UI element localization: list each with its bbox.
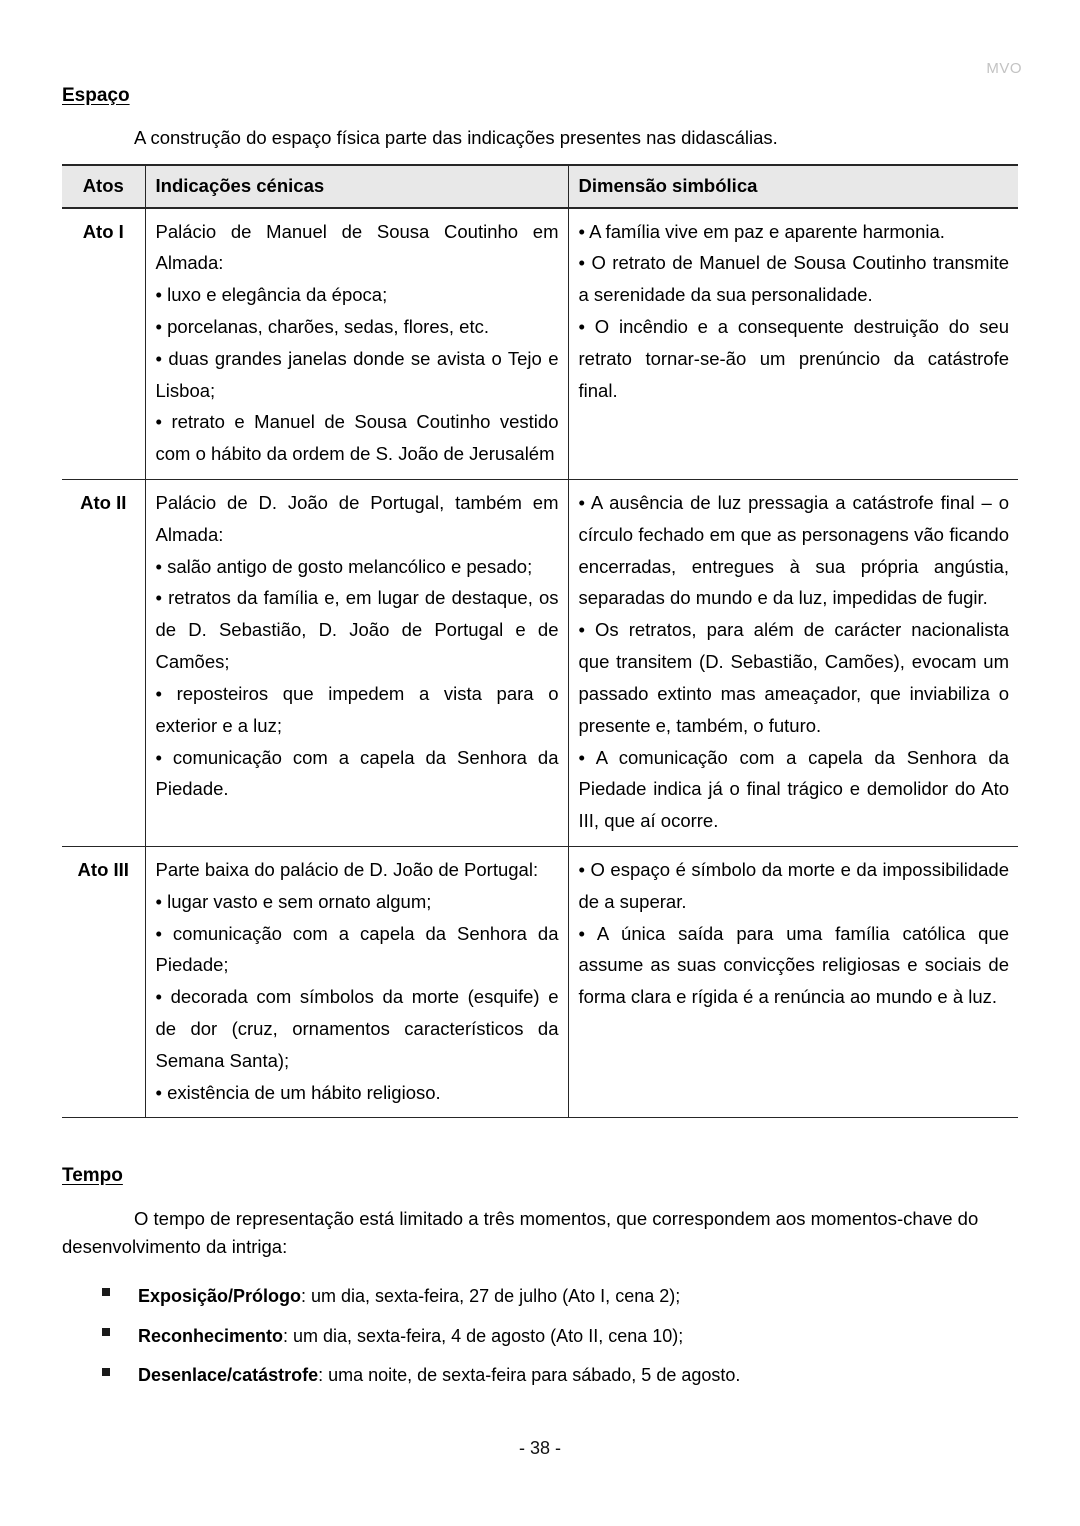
list-item <box>102 1283 1018 1311</box>
list-item <box>102 1323 1018 1351</box>
cell-indicacoes-cenicas <box>145 846 568 1118</box>
column-header-atos: Atos <box>62 165 145 208</box>
row-label-ato: Ato I <box>62 208 145 480</box>
table-header <box>62 165 1018 208</box>
list-item-label: Desenlace/catástrofe <box>138 1365 319 1386</box>
list-item <box>102 1362 1018 1390</box>
column-header-indicacoes-cenicas: Indicações cénicas <box>145 165 568 208</box>
cell-line: Palácio de D. João de Portugal, também em Almada: <box>155 492 559 545</box>
cell-line: • retrato e Manuel de Sousa Coutinho vestido com o hábito da ordem de S. João de Jerusalém <box>155 411 559 465</box>
table-row <box>62 480 1018 847</box>
cell-line: • existência de um hábito religioso. <box>155 1081 441 1103</box>
cell-line: • luxo e elegância da época; <box>155 284 388 306</box>
cell-line: • salão antigo de gosto melancólico e pesado; <box>155 555 533 577</box>
header-watermark: MVO <box>986 60 1022 77</box>
cell-indicacoes-cenicas <box>145 208 568 480</box>
cell-dimensao-simbolica <box>568 208 1018 480</box>
page-content <box>62 84 1018 1402</box>
list-item-text: : uma noite, de sexta-feira para sábado, 5 de agosto. <box>318 1365 741 1386</box>
cell-line: • A família vive em paz e aparente harmonia. <box>578 220 945 242</box>
cell-line: • retratos da família e, em lugar de destaque, os de D. Sebastião, D. João de Portugal e de Camões; <box>155 587 559 673</box>
table-body <box>62 208 1018 1118</box>
row-label-ato: Ato II <box>62 480 145 847</box>
cell-line: Palácio de Manuel de Sousa Coutinho em Almada: <box>155 220 559 274</box>
column-header-dimensao-simbolica: Dimensão simbólica <box>568 165 1018 208</box>
list-item-text: : um dia, sexta-feira, 27 de julho (Ato I, cena 2); <box>301 1285 681 1306</box>
espaco-table <box>62 164 1018 1119</box>
cell-line: • reposteiros que impedem a vista para o exterior e a luz; <box>155 682 559 736</box>
cell-line: • duas grandes janelas donde se avista o Tejo e Lisboa; <box>155 347 559 401</box>
cell-line: • A comunicação com a capela da Senhora da Piedade indica já o final trágico e demolidor do Ato III, que aí ocorre. <box>578 746 1009 832</box>
list-item-text: : um dia, sexta-feira, 4 de agosto (Ato II, cena 10); <box>283 1325 684 1346</box>
table-header-row <box>62 165 1018 208</box>
row-label-ato: Ato III <box>62 846 145 1118</box>
square-bullet-icon <box>102 1368 110 1376</box>
section-heading-espaco: Espaço <box>62 85 130 106</box>
cell-line: • comunicação com a capela da Senhora da Piedade. <box>155 746 559 800</box>
cell-line: • O espaço é símbolo da morte e da impossibilidade de a superar. <box>578 858 1009 912</box>
cell-line: • A única saída para uma família católica que assume as suas convicções religiosas e sociais de forma clara e rígida é a renúncia ao mundo e à luz. <box>578 922 1009 1008</box>
cell-dimensao-simbolica <box>568 846 1018 1118</box>
square-bullet-icon <box>102 1328 110 1336</box>
table-row <box>62 846 1018 1118</box>
cell-line: • A ausência de luz pressagia a catástrofe final – o círculo fechado em que as personagens vão ficando encerradas, entregues à sua própria angústia, separadas do mundo e da luz, impedidas de fugir. <box>578 492 1009 609</box>
cell-line: • O incêndio e a consequente destruição do seu retrato tornar-se-ão um prenúncio da catástrofe final. <box>578 315 1009 401</box>
tempo-intro-paragraph: O tempo de representação está limitado a três momentos, que correspondem aos momentos-chave do desenvolvimento da intriga: <box>62 1208 979 1257</box>
cell-dimensao-simbolica <box>568 480 1018 847</box>
cell-line: • porcelanas, charões, sedas, flores, etc. <box>155 315 489 337</box>
section-heading-tempo: Tempo <box>62 1165 123 1187</box>
espaco-intro-paragraph: A construção do espaço física parte das indicações presentes nas didascálias. <box>134 126 778 148</box>
cell-line: • lugar vasto e sem ornato algum; <box>155 890 432 912</box>
table-row <box>62 208 1018 480</box>
square-bullet-icon <box>102 1288 110 1296</box>
tempo-section <box>62 1164 1018 1390</box>
page-number: - 38 - <box>518 1438 561 1458</box>
espaco-section <box>62 84 1018 152</box>
list-item-label: Reconhecimento <box>138 1325 284 1346</box>
cell-indicacoes-cenicas <box>145 480 568 847</box>
cell-line: • decorada com símbolos da morte (esquife) e de dor (cruz, ornamentos característicos da Semana Santa); <box>155 986 559 1071</box>
cell-line: • Os retratos, para além de carácter nacionalista que transitem (D. Sebastião, Camões), evocam um passado extinto mas ameaçador, que inviabiliza o presente e, também, o futuro. <box>578 619 1009 736</box>
tempo-list <box>62 1283 1018 1391</box>
cell-line: • O retrato de Manuel de Sousa Coutinho transmite a serenidade da sua personalidade. <box>578 252 1009 306</box>
cell-line: • comunicação com a capela da Senhora da Piedade; <box>155 922 559 976</box>
cell-line: Parte baixa do palácio de D. João de Portugal: <box>155 858 539 880</box>
list-item-label: Exposição/Prólogo <box>138 1285 302 1306</box>
